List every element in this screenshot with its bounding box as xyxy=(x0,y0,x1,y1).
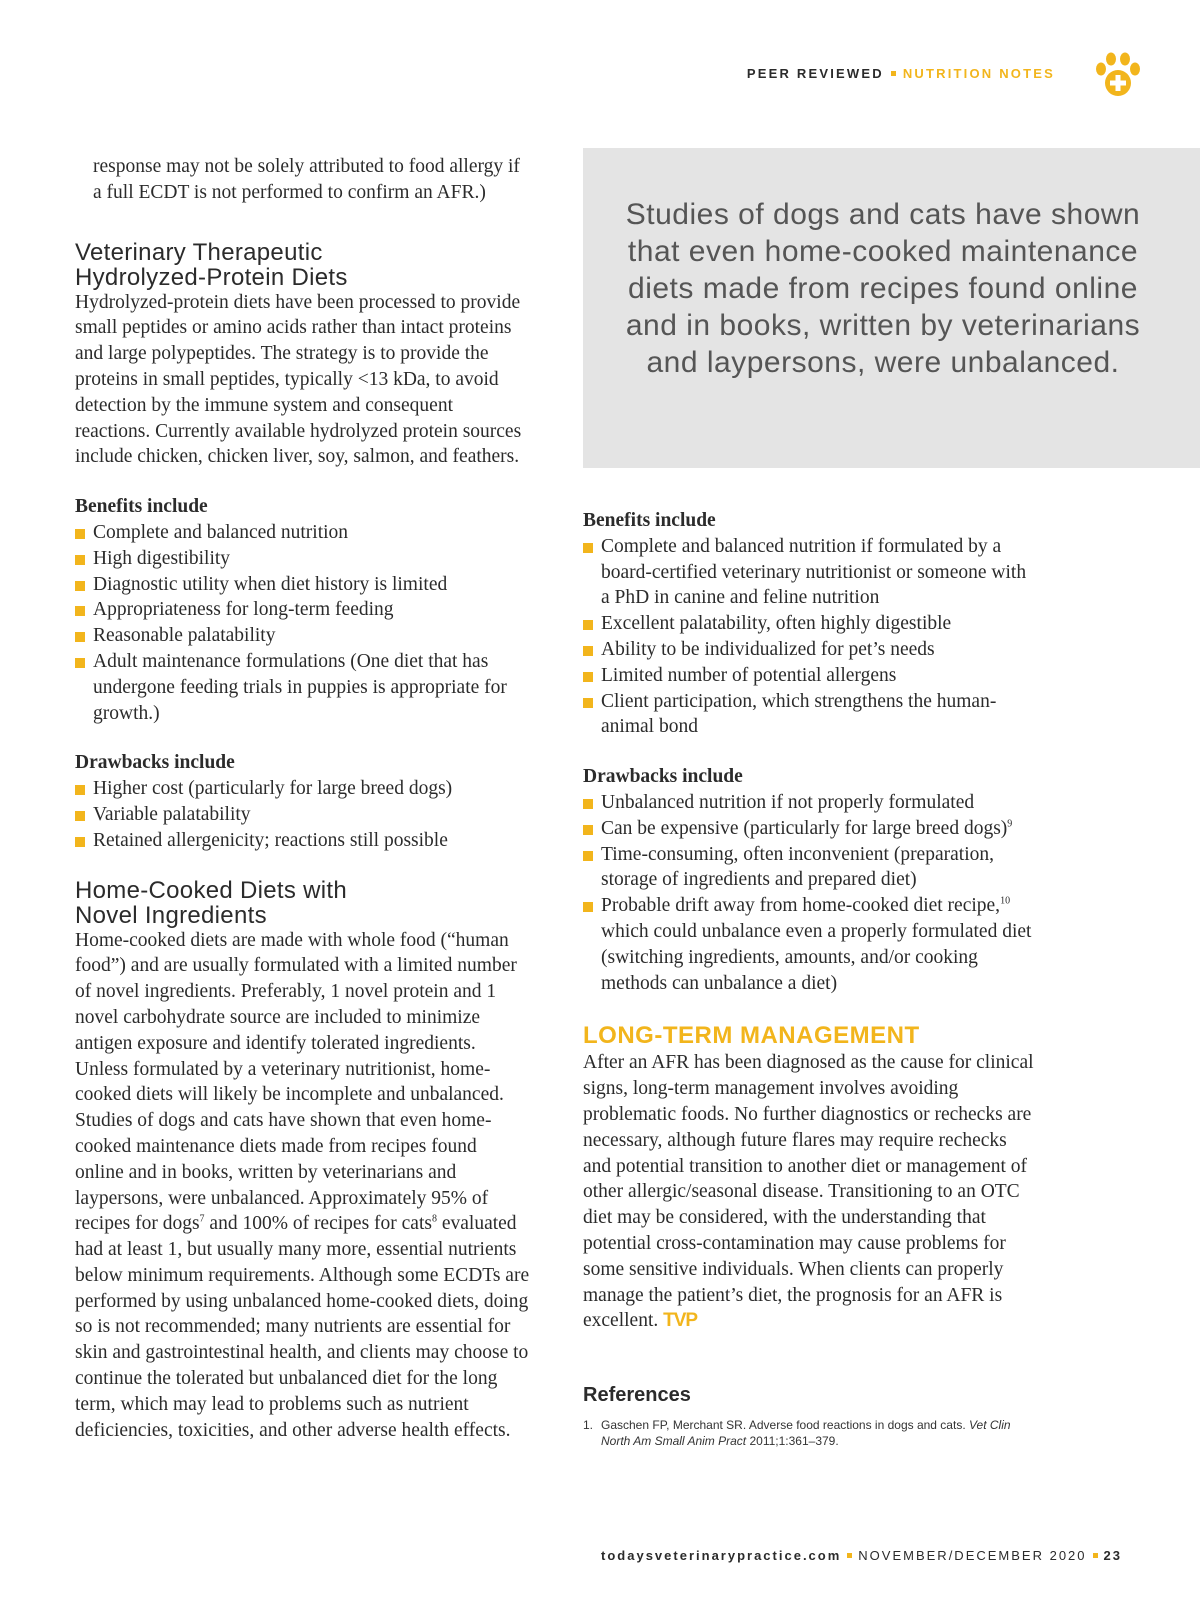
issue-date: NOVEMBER/DECEMBER 2020 xyxy=(858,1548,1087,1563)
long-term-management-body: After an AFR has been diagnosed as the cause for clinical signs, long-term management involves avoiding problematic foods. No further diagnostics or rechecks are necessary, although future flares may require rechecks and potential transition to another diet or management of other allergic/seasonal disease. Transitioning to an OTC diet may be considered, with the understanding that potential cross-contamination may cause problems for some sensitive individuals. When clients can properly manage the patient’s diet, the prognosis for an AFR is excellent. TVP xyxy=(583,1052,1034,1332)
list-item: High digestibility xyxy=(75,546,530,572)
hydrolyzed-heading-line2: Hydrolyzed-Protein Diets xyxy=(75,263,348,291)
left-benefits-heading: Benefits include xyxy=(75,496,208,518)
website-link[interactable]: todaysveterinarypractice.com xyxy=(601,1548,842,1563)
bullet-square-icon xyxy=(75,837,85,847)
bullet-square-icon xyxy=(75,658,85,668)
long-term-management-heading: LONG-TERM MANAGEMENT xyxy=(583,1022,920,1050)
bullet-square-icon xyxy=(583,698,593,708)
right-benefits-list xyxy=(583,534,1038,740)
bullet-square-icon xyxy=(583,825,593,835)
peer-reviewed-label: PEER REVIEWED xyxy=(746,66,884,81)
continued-paragraph: response may not be solely attributed to food allergy if a full ECDT is not performed to confirm an AFR.) xyxy=(93,156,520,203)
hydrolyzed-body: Hydrolyzed-protein diets have been processed to provide small peptides or amino acids rather than intact proteins and large polypeptides. The strategy is to provide the proteins in small peptides, typically <13 kDa, to avoid detection by the immune system and consequent reactions. Currently available hydrolyzed protein sources include chicken, chicken liver, soy, salmon, and feathers. xyxy=(75,291,522,468)
bullet-square-icon xyxy=(583,543,593,553)
references-heading: References xyxy=(583,1384,691,1407)
bullet-square-icon xyxy=(583,620,593,630)
bullet-square-icon xyxy=(75,811,85,821)
left-benefits-list xyxy=(75,520,530,726)
hydrolyzed-heading-line1: Veterinary Therapeutic xyxy=(75,238,323,266)
footer-separator xyxy=(847,1553,852,1558)
bullet-square-icon xyxy=(583,851,593,861)
list-item: Probable drift away from home-cooked diet recipe,$^{10}$ which could unbalance even a properly formulated diet (switching ingredients, amounts, and/or cooking methods can unbalance a diet) xyxy=(583,893,1038,996)
left-drawbacks-list xyxy=(75,776,530,853)
page-number: 23 xyxy=(1103,1548,1122,1563)
bullet-square-icon xyxy=(583,672,593,682)
hydrolyzed-heading xyxy=(75,240,530,290)
right-benefits-heading: Benefits include xyxy=(583,510,716,531)
left-drawbacks-heading: Drawbacks include xyxy=(75,752,235,774)
list-item: Limited number of potential allergens xyxy=(583,663,1038,689)
homecooked-heading-line1: Home-Cooked Diets with xyxy=(75,876,348,904)
homecooked-heading-line2: Novel Ingredients xyxy=(75,901,267,929)
list-item: Ability to be individualized for pet’s needs xyxy=(583,637,1038,663)
citation-10: 10 xyxy=(1000,895,1011,907)
list-item: Unbalanced nutrition if not properly formulated xyxy=(583,790,1038,816)
tvp-end-mark: TVP xyxy=(663,1310,698,1332)
citation-7: 7 xyxy=(199,1213,205,1225)
bullet-square-icon xyxy=(75,555,85,565)
bullet-square-icon xyxy=(583,902,593,912)
right-column xyxy=(583,508,1038,1449)
paw-plus-icon xyxy=(1092,52,1144,98)
nutrition-notes-label: NUTRITION NOTES xyxy=(902,66,1055,81)
right-drawbacks-heading: Drawbacks include xyxy=(583,766,743,788)
list-item: Excellent palatability, often highly digestible xyxy=(583,611,1038,637)
list-item: Time-consuming, often inconvenient (preparation, storage of ingredients and prepared diet) xyxy=(583,842,1038,894)
bullet-square-icon xyxy=(75,632,85,642)
pull-quote-text: Studies of dogs and cats have shown that even home-cooked maintenance diets made from recipes found online and in books, written by veterinarians and laypersons, were unbalanced. xyxy=(625,198,1141,379)
bullet-square-icon xyxy=(75,581,85,591)
citation-8: 8 xyxy=(431,1213,437,1225)
list-item: Client participation, which strengthens the human-animal bond xyxy=(583,689,1038,741)
list-item: Variable palatability xyxy=(75,802,530,828)
bullet-square-icon xyxy=(75,529,85,539)
list-item: Appropriateness for long-term feeding xyxy=(75,597,530,623)
list-item: Higher cost (particularly for large breed dogs) xyxy=(75,776,530,802)
homecooked-body: Home-cooked diets are made with whole food (“human food”) and are usually formulated with a limited number of novel ingredients. Preferably, 1 novel protein and 1 novel carbohydrate source are included to minimize antigen exposure and identify tolerated ingredients. Unless formulated by a veterinary nutritionist, home-cooked diets will likely be incomplete and unbalanced. Studies of dogs and cats have shown that even home-cooked maintenance diets made from recipes found online and in books, written by veterinarians and laypersons, were unbalanced. Approximately 95% of recipes for dogs$^7$ and 100% of recipes for cats$^8$ evaluated had at least 1, but usually many more, essential nutrients below minimum requirements. Although some ECDTs are performed by using unbalanced home-cooked diets, doing so is not recommended; many nutrients are essential for skin and gastrointestinal health, and clients may choose to continue the tolerated but unbalanced diet for the long term, which may lead to problems such as nutrient deficiencies, toxicities, and other adverse health effects. xyxy=(75,929,530,1441)
homecooked-heading xyxy=(75,878,530,928)
running-header xyxy=(747,66,1055,81)
list-item: Complete and balanced nutrition if formulated by a board-certified veterinary nutritionist or someone with a PhD in canine and feline nutrition xyxy=(583,534,1038,611)
page-footer xyxy=(601,1548,1122,1563)
reference-item: 1. Gaschen FP, Merchant SR. Adverse food reactions in dogs and cats. Vet Clin North Am Small Anim Pract 2011;1:361–379. xyxy=(583,1418,1011,1449)
footer-separator xyxy=(1093,1553,1098,1558)
bullet-square-icon xyxy=(75,606,85,616)
bullet-square-icon xyxy=(583,646,593,656)
list-item: Diagnostic utility when diet history is limited xyxy=(75,572,530,598)
list-item: Retained allergenicity; reactions still possible xyxy=(75,828,530,854)
header-separator xyxy=(891,71,896,76)
list-item: Complete and balanced nutrition xyxy=(75,520,530,546)
list-item: Adult maintenance formulations (One diet that has undergone feeding trials in puppies is appropriate for growth.) xyxy=(75,649,530,726)
list-item: Reasonable palatability xyxy=(75,623,530,649)
list-item: Can be expensive (particularly for large breed dogs)$^9$ xyxy=(583,816,1038,842)
left-column xyxy=(75,154,530,1443)
right-drawbacks-list xyxy=(583,790,1038,996)
bullet-square-icon xyxy=(75,785,85,795)
citation-9: 9 xyxy=(1007,818,1013,830)
bullet-square-icon xyxy=(583,799,593,809)
pull-quote-box xyxy=(583,148,1200,468)
